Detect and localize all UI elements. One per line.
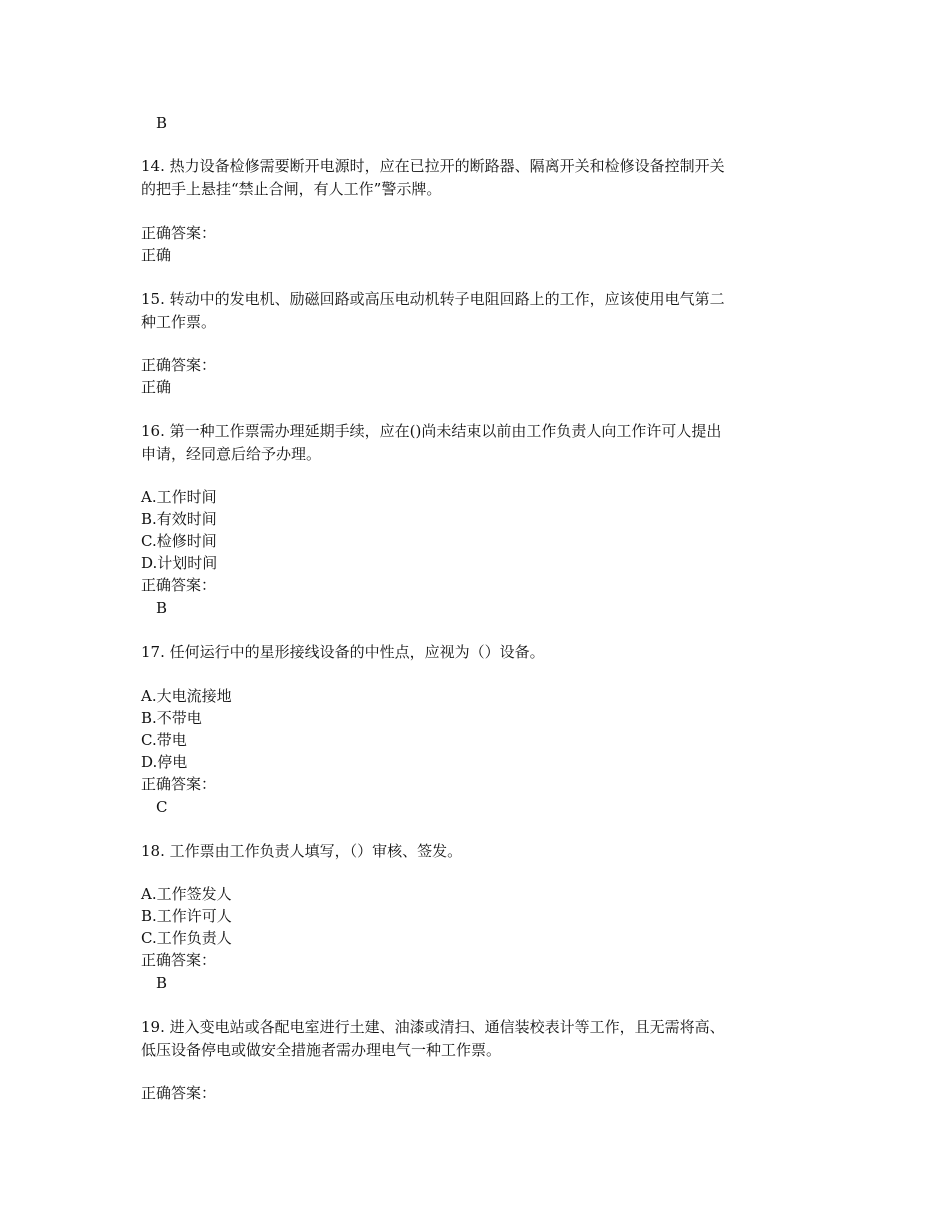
question-15-text-cont: 种工作票。 <box>141 313 217 331</box>
option-c: C.带电 <box>141 731 187 749</box>
option-d: D.计划时间 <box>141 554 218 572</box>
question-16-text-cont: 申请，经同意后给予办理。 <box>141 445 322 463</box>
question-19-text: 19. 进入变电站或各配电室进行土建、油漆或清扫、通信装校表计等工作，且无需将高、 <box>141 1018 725 1036</box>
answer-label: 正确答案： <box>141 775 217 793</box>
question-16-text: 16. 第一种工作票需办理延期手续，应在()尚未结束以前由工作负责人向工作许可人提出 <box>141 422 722 440</box>
answer-label: 正确答案： <box>141 356 217 374</box>
answer-label: 正确答案： <box>141 1084 217 1102</box>
answer-value: B <box>156 114 168 132</box>
option-b: B.工作许可人 <box>141 907 232 925</box>
option-a: A.工作时间 <box>141 488 217 506</box>
question-18-text: 18. 工作票由工作负责人填写，（）审核、签发。 <box>141 842 463 860</box>
option-a: A.工作签发人 <box>141 885 232 903</box>
answer-label: 正确答案： <box>141 224 217 242</box>
answer-label: 正确答案： <box>141 951 217 969</box>
option-b: B.有效时间 <box>141 510 217 528</box>
question-17-text: 17. 任何运行中的星形接线设备的中性点，应视为（）设备。 <box>141 643 545 661</box>
option-b: B.不带电 <box>141 709 202 727</box>
option-c: C.工作负责人 <box>141 929 232 947</box>
option-d: D.停电 <box>141 753 188 771</box>
question-19-text-cont: 低压设备停电或做安全措施者需办理电气一种工作票。 <box>141 1041 502 1059</box>
question-14-text-cont: 的把手上悬挂“禁止合闸，有人工作”警示牌。 <box>141 180 442 198</box>
question-15-text: 15. 转动中的发电机、励磁回路或高压电动机转子电阻回路上的工作，应该使用电气第二 <box>141 290 725 308</box>
answer-value: B <box>156 974 168 992</box>
answer-value: 正确 <box>141 378 172 396</box>
option-c: C.检修时间 <box>141 532 217 550</box>
answer-value: 正确 <box>141 246 172 264</box>
option-a: A.大电流接地 <box>141 687 232 705</box>
answer-value: B <box>156 599 168 617</box>
answer-value: C <box>156 798 168 816</box>
answer-label: 正确答案： <box>141 576 217 594</box>
question-14-text: 14. 热力设备检修需要断开电源时，应在已拉开的断路器、隔离开关和检修设备控制开关 <box>141 157 725 175</box>
